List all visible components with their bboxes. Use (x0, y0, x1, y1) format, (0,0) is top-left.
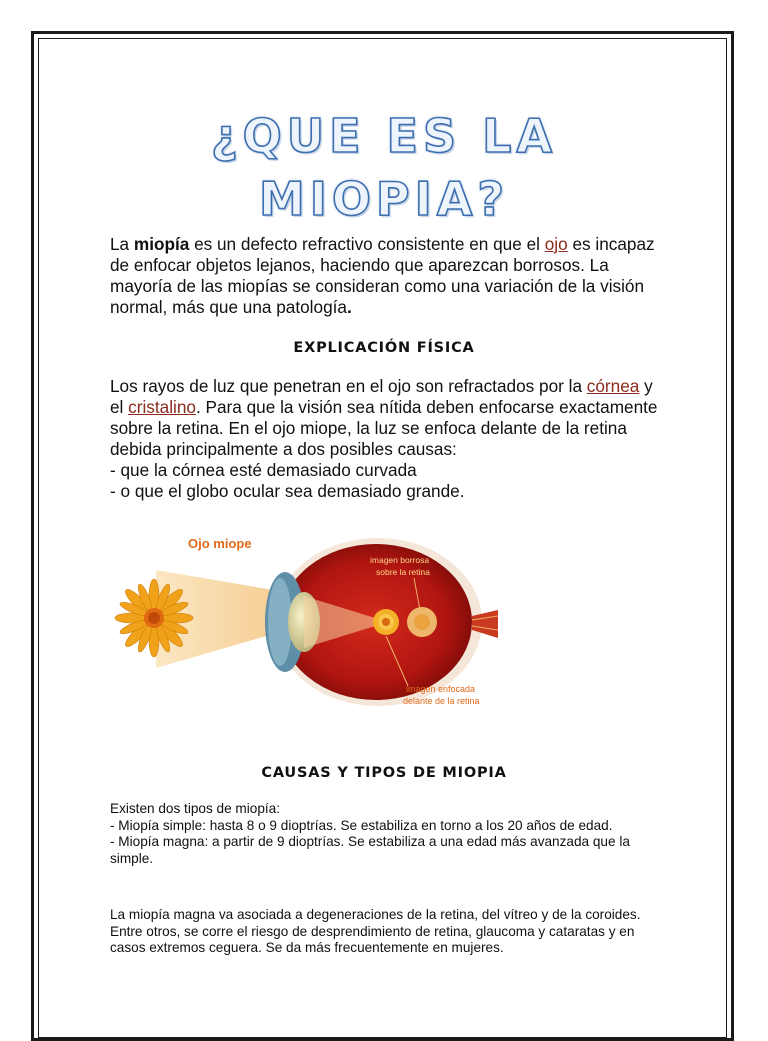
blurry-image-icon (407, 607, 437, 637)
myopic-eye-diagram (108, 518, 498, 714)
intro-text-2: es un defecto refractivo consistente en que el (189, 234, 545, 254)
figure-label-focus-1: imagen enfocada (406, 684, 476, 694)
intro-paragraph (110, 234, 670, 318)
figure-label-main: Ojo miope (188, 536, 252, 551)
heading-explicacion: EXPLICACIÓN FÍSICA (293, 340, 475, 356)
explicacion-paragraph (110, 376, 670, 502)
focused-image-icon (373, 609, 399, 635)
figure-label-blurry-2: sobre la retina (376, 567, 430, 577)
explicacion-text-1: Los rayos de luz que penetran en el ojo son refractados por la (110, 376, 587, 396)
intro-text-1: La (110, 234, 134, 254)
type-magna: - Miopía magna: a partir de 9 dioptrías. Se estabiliza a una edad más avanzada que la simple. (110, 834, 630, 866)
explicacion-text-3: . Para que la visión sea nítida deben enfocarse exactamente sobre la retina. En el ojo miope, la luz se enfoca delante de la retina debida principalmente a dos posibles causas: (110, 397, 658, 459)
magna-paragraph: La miopía magna va asociada a degeneraciones de la retina, del vítreo y de la coroides. Entre otros, se corre el riesgo de desprendimiento de retina, glaucoma y cataratas y en casos extremos ceguera. Se da más frecuentemente en mujeres. (110, 907, 641, 955)
intro-text-3: es incapaz de enfocar objetos lejanos, haciendo que aparezcan borrosos. La mayoría de las miopías se consideran como una variación de la visión normal, más que una patología (110, 234, 655, 317)
flower-icon (115, 579, 193, 657)
title-line-2: MIOPIA? (258, 171, 510, 226)
page-title (0, 105, 768, 231)
causas-paragraph (110, 801, 670, 867)
types-intro: Existen dos tipos de miopía: (110, 801, 281, 816)
title-line-1: ¿QUE ES LA (210, 108, 558, 163)
figure-label-blurry-1: imagen borrosa (370, 555, 430, 565)
explicacion-text-2: y el (110, 376, 653, 417)
link-cornea[interactable]: córnea (586, 376, 640, 396)
intro-bold-term: miopía (133, 234, 190, 254)
figure-label-focus-2: delante de la retina (403, 696, 480, 706)
link-ojo[interactable]: ojo (544, 234, 568, 254)
intro-period: . (346, 297, 352, 317)
cause-bullet-2: - o que el globo ocular sea demasiado grande. (110, 481, 465, 501)
heading-causas: CAUSAS Y TIPOS DE MIOPIA (261, 765, 507, 781)
link-cristalino[interactable]: cristalino (128, 397, 196, 417)
cause-bullet-1: - que la córnea esté demasiado curvada (110, 460, 417, 480)
type-simple: - Miopía simple: hasta 8 o 9 dioptrías. Se estabiliza en torno a los 20 años de edad. (110, 817, 613, 833)
